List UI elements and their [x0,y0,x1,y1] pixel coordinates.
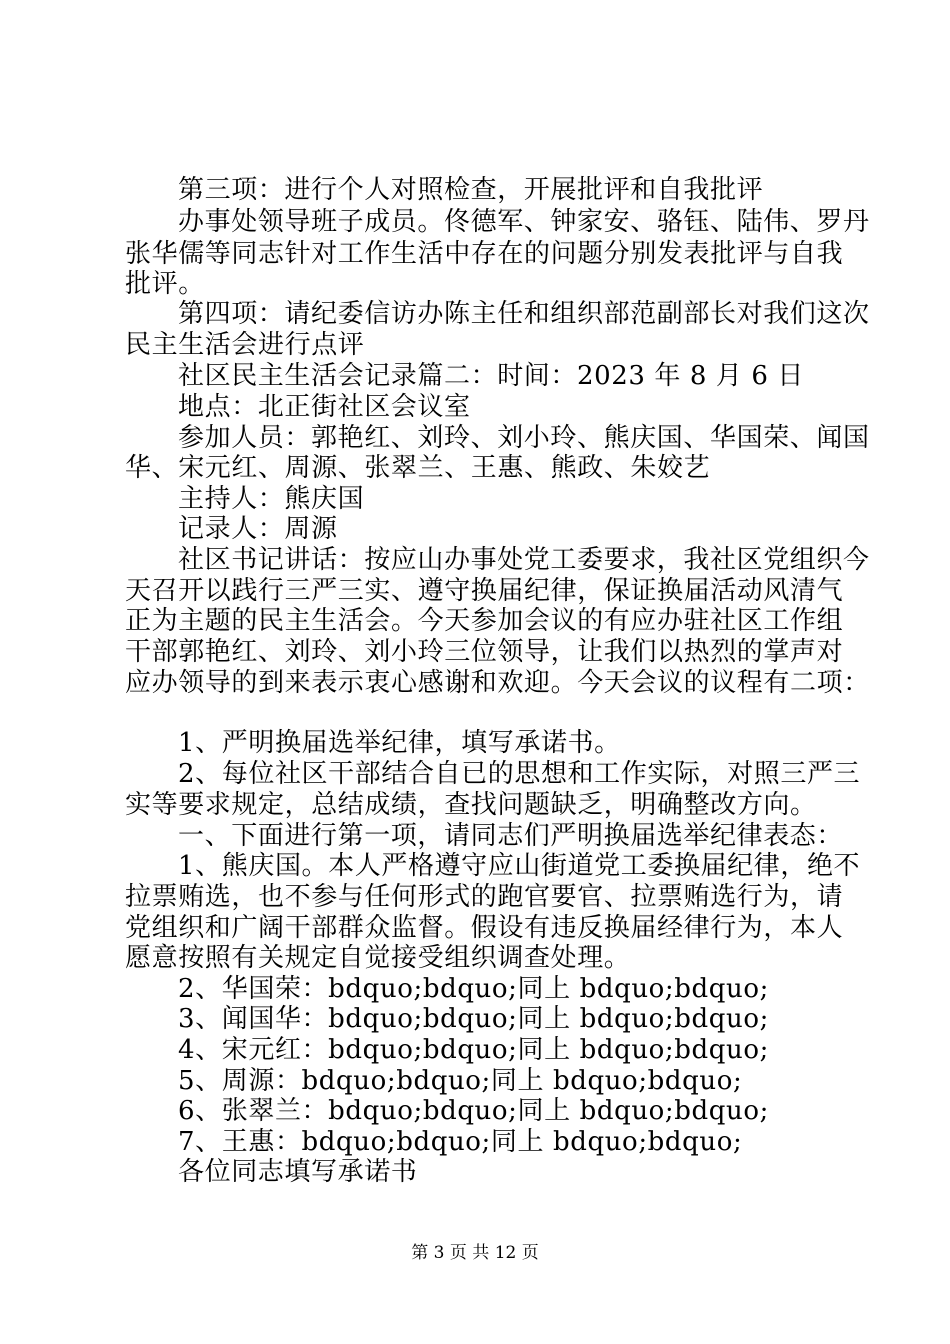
text-line: 一、下面进行第一项，请同志们严明换届选举纪律表态： [178,821,844,851]
text-line: 干部郭艳红、刘玲、刘小玲三位领导，让我们以热烈的掌声对 [125,637,844,667]
text-line: 1、严明换届选举纪律，填写承诺书。 [178,728,621,758]
text-line: 3、闻国华：bdquo;bdquo;同上 bdquo;bdquo; [178,1004,769,1034]
text-line: 主持人：熊庆国 [178,484,365,514]
text-line: 民主生活会进行点评 [125,330,365,360]
text-line: 1、熊庆国。本人严格遵守应山街道党工委换届纪律，绝不 [178,851,861,881]
text-line: 参加人员：郭艳红、刘玲、刘小玲、熊庆国、华国荣、闻国 [178,423,870,453]
text-line: 第四项：请纪委信访办陈主任和组织部范副部长对我们这次 [178,299,870,329]
text-line: 天召开以践行三严三实、遵守换届纪律，保证换届活动风清气 [125,576,844,606]
text-line: 4、宋元红：bdquo;bdquo;同上 bdquo;bdquo; [178,1035,769,1065]
text-line: 记录人：周源 [178,514,338,544]
text-line: 愿意按照有关规定自觉接受组织调查处理。 [125,943,631,973]
text-line: 2、华国荣：bdquo;bdquo;同上 bdquo;bdquo; [178,974,769,1004]
text-line: 第三项：进行个人对照检查，开展批评和自我批评 [178,175,764,205]
text-line: 应办领导的到来表示衷心感谢和欢迎。今天会议的议程有二项： [125,668,870,698]
text-line: 2、每位社区干部结合自已的思想和工作实际，对照三严三 [178,759,861,789]
text-line: 批评。 [125,269,205,299]
text-line: 华、宋元红、周源、张翠兰、王惠、熊政、朱姣艺 [125,453,711,483]
text-line: 5、周源：bdquo;bdquo;同上 bdquo;bdquo; [178,1066,743,1096]
text-line: 社区民主生活会记录篇二：时间：2023 年 8 月 6 日 [178,361,804,391]
text-line: 实等要求规定，总结成绩，查找问题缺乏，明确整改方向。 [125,790,817,820]
text-line: 党组织和广阔干部群众监督。假设有违反换届经律行为，本人 [125,913,844,943]
text-line: 拉票贿选，也不参与任何形式的跑官要官、拉票贿选行为，请 [125,882,844,912]
text-line: 办事处领导班子成员。佟德军、钟家安、骆钰、陆伟、罗丹 [178,207,870,237]
text-line: 各位同志填写承诺书 [178,1157,418,1187]
page-number-footer: 第 3 页 共 12 页 [411,1243,539,1263]
text-line: 社区书记讲话：按应山办事处党工委要求，我社区党组织今 [178,545,870,575]
text-line: 张华儒等同志针对工作生活中存在的问题分别发表批评与自我 [125,239,844,269]
text-line: 7、王惠：bdquo;bdquo;同上 bdquo;bdquo; [178,1127,743,1157]
text-line: 正为主题的民主生活会。今天参加会议的有应办驻社区工作组 [125,606,844,636]
text-line: 6、张翠兰：bdquo;bdquo;同上 bdquo;bdquo; [178,1096,769,1126]
text-line: 地点：北正街社区会议室 [178,392,471,422]
